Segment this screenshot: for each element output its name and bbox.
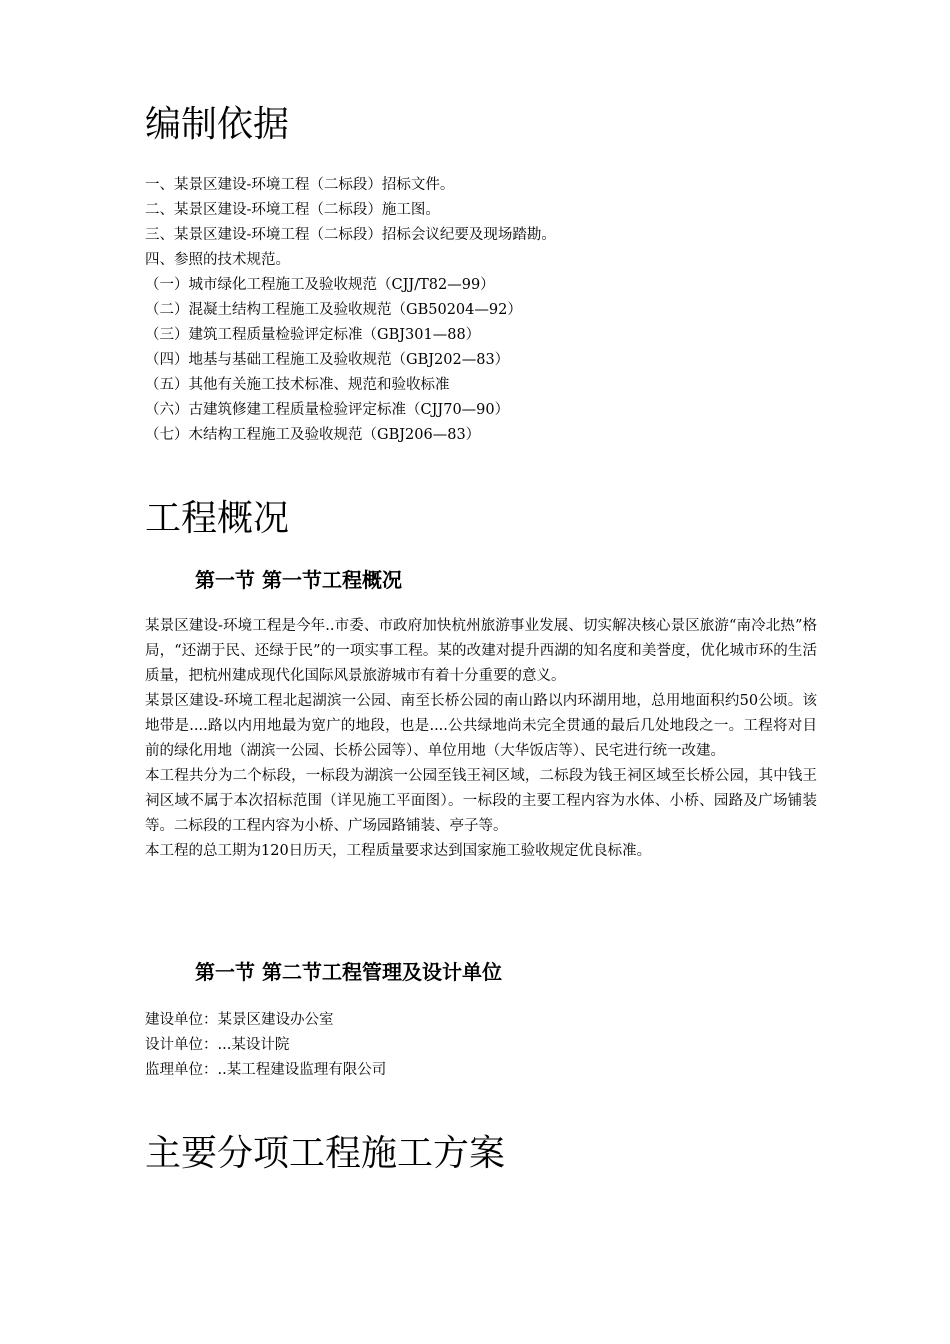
list-item: （六）古建筑修建工程质量检验评定标准（CJJ70—90） <box>145 402 510 418</box>
list-item: 四、参照的技术规范。 <box>145 252 290 268</box>
list-item: （五）其他有关施工技术标准、规范和验收标准 <box>145 377 450 393</box>
subheading-management-design: 第一节 第二节工程管理及设计单位 <box>195 960 502 984</box>
supervision-unit: 监理单位：..某工程建设监理有限公司 <box>145 1062 387 1078</box>
list-item: （二）混凝土结构工程施工及验收规范（GB50204—92） <box>145 302 522 318</box>
heading-project-overview: 工程概况 <box>145 498 290 539</box>
list-item: 三、某景区建设-环境工程（二标段）招标会议纪要及现场踏勘。 <box>145 227 556 243</box>
units-list <box>145 1008 825 1083</box>
subheading-overview: 第一节 第一节工程概况 <box>195 568 402 592</box>
basis-list <box>145 173 825 448</box>
list-item: 一、某景区建设-环境工程（二标段）招标文件。 <box>145 177 455 193</box>
list-item: （七）木结构工程施工及验收规范（GBJ206—83） <box>145 427 481 443</box>
paragraph: 某景区建设-环境工程北起湖滨一公园、南至长桥公园的南山路以内环湖用地，总用地面积约50公顷。该地带是....路以内用地最为宽广的地段，也是....公共绿地尚未完全贯通的最后几处地段之一。工程将对目前的绿化用地（湖滨一公园、长桥公园等）、单位用地（大华饭店等）、民宅进行统一改建。 <box>145 693 817 759</box>
list-item: 二、某景区建设-环境工程（二标段）施工图。 <box>145 202 440 218</box>
heading-compilation-basis: 编制依据 <box>145 104 290 145</box>
heading-construction-plan: 主要分项工程施工方案 <box>145 1133 506 1174</box>
paragraph: 本工程共分为二个标段，一标段为湖滨一公园至钱王祠区域，二标段为钱王祠区域至长桥公园，其中钱王祠区域不属于本次招标范围（详见施工平面图）。一标段的主要工程内容为水体、小桥、园路及广场铺装等。二标段的工程内容为小桥、广场园路铺装、亭子等。 <box>145 768 817 834</box>
list-item: （三）建筑工程质量检验评定标准（GBJ301—88） <box>145 327 481 343</box>
overview-body <box>145 614 817 864</box>
design-unit: 设计单位：...某设计院 <box>145 1037 290 1053</box>
list-item: （一）城市绿化工程施工及验收规范（CJJ/T82—99） <box>145 277 495 293</box>
construction-unit: 建设单位：某景区建设办公室 <box>145 1012 334 1028</box>
paragraph: 本工程的总工期为120日历天，工程质量要求达到国家施工验收规定优良标准。 <box>145 843 652 859</box>
paragraph: 某景区建设-环境工程是今年..市委、市政府加快杭州旅游事业发展、切实解决核心景区旅游“南冷北热”格局，“还湖于民、还绿于民”的一项实事工程。某的改建对提升西湖的知名度和美誉度，优化城市环的生活质量，把杭州建成现代化国际风景旅游城市有着十分重要的意义。 <box>145 618 817 684</box>
list-item: （四）地基与基础工程施工及验收规范（GBJ202—83） <box>145 352 510 368</box>
